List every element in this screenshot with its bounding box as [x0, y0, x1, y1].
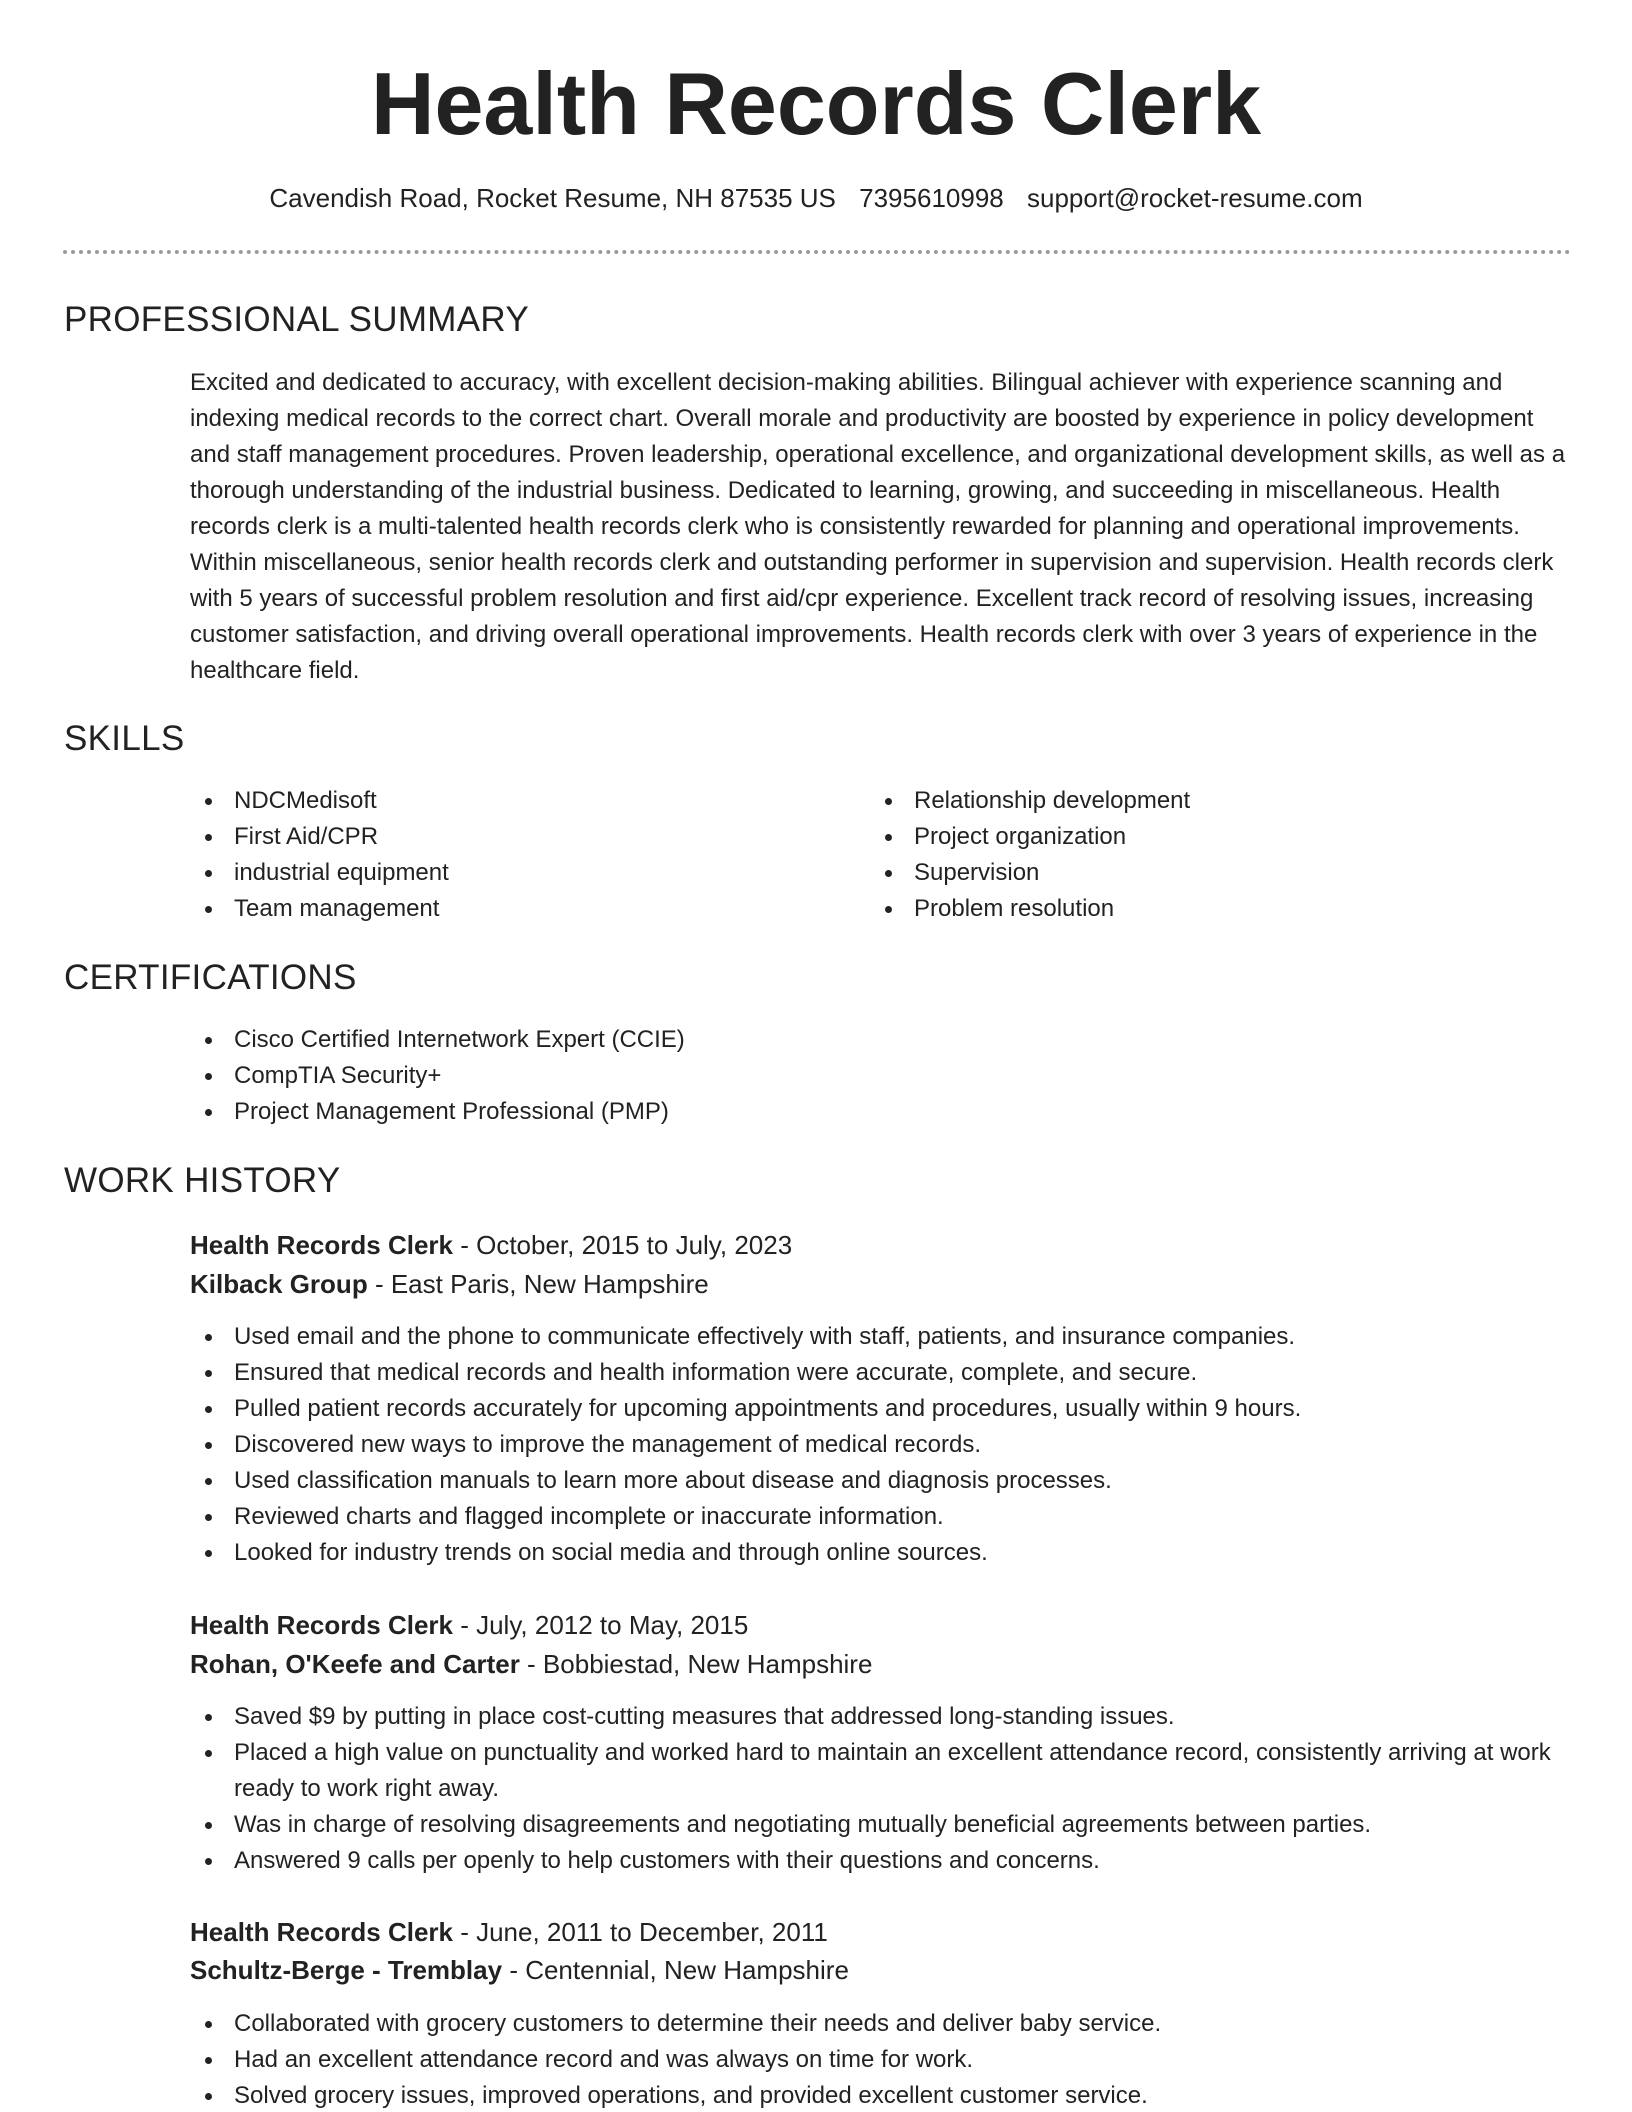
job-bullet: Saved $9 by putting in place cost-cutting measures that addressed long-standing issues. — [190, 1699, 1570, 1735]
job-location: - East Paris, New Hampshire — [374, 1269, 709, 1299]
certification-item: Project Management Professional (PMP) — [190, 1094, 1570, 1130]
job-location: - Centennial, New Hampshire — [509, 1955, 849, 1985]
job-bullet: Used classification manuals to learn more about disease and diagnosis processes. — [190, 1463, 1570, 1499]
job-dates: - October, 2015 to July, 2023 — [460, 1230, 793, 1260]
job-bullet: Collaborated with grocery customers to determine their needs and deliver baby service. — [190, 2006, 1570, 2042]
resume-name: Health Records Clerk — [370, 54, 1262, 153]
skill-item: industrial equipment — [190, 855, 830, 891]
job-dates: - June, 2011 to December, 2011 — [460, 1917, 828, 1947]
job-company-line — [190, 1265, 709, 1303]
skills-list-left — [190, 783, 830, 927]
skill-item: Relationship development — [870, 783, 1510, 819]
job-company: Rohan, O'Keefe and Carter — [190, 1649, 520, 1679]
job-dates: - July, 2012 to May, 2015 — [460, 1610, 749, 1640]
job-bullet: Discovered new ways to improve the management of medical records. — [190, 1427, 1570, 1463]
contact-email: support@rocket-resume.com — [1026, 183, 1363, 213]
job-title-line — [190, 1606, 748, 1644]
job-bullet: Pulled patient records accurately for upcoming appointments and procedures, usually within 9 hours. — [190, 1391, 1570, 1427]
job-title: Health Records Clerk — [190, 1230, 453, 1260]
job-company-line — [190, 1645, 872, 1683]
job-title: Health Records Clerk — [190, 1610, 453, 1640]
contact-address: Cavendish Road, Rocket Resume, NH 87535 US — [269, 183, 836, 213]
summary-text: Excited and dedicated to accuracy, with excellent decision-making abilities. Bilingual achiever with experience scanning and indexing medical records to the correct chart. Overall morale and productivity are boosted by experience in policy development and staff management procedures. Proven leadership, operational excellence, and organizational development skills, as well as a thorough understanding of the industrial business. Dedicated to learning, growing, and succeeding in miscellaneous. Health records clerk is a multi-talented health records clerk who is consistently rewarded for planning and operational improvements. Within miscellaneous, senior health records clerk and outstanding performer in supervision and supervision. Health records clerk with 5 years of successful problem resolution and first aid/cpr experience. Excellent track record of resolving issues, increasing customer satisfaction, and driving overall operational improvements. Health records clerk with over 3 years of experience in the healthcare field. — [190, 369, 1566, 684]
job-title-line — [190, 1913, 828, 1951]
job-company-line — [190, 1951, 849, 1989]
job-bullets — [190, 2006, 1570, 2112]
skill-item: Problem resolution — [870, 891, 1510, 927]
certifications-heading: CERTIFICATIONS — [64, 958, 357, 997]
header-divider — [63, 250, 1571, 254]
skills-heading: SKILLS — [64, 719, 185, 758]
skill-item: Project organization — [870, 819, 1510, 855]
job-bullet: Solved grocery issues, improved operations, and provided excellent customer service. — [190, 2078, 1570, 2112]
contact-phone: 7395610998 — [859, 183, 1004, 213]
certification-item: CompTIA Security+ — [190, 1058, 1570, 1094]
job-company: Schultz-Berge - Tremblay — [190, 1955, 503, 1985]
job-bullet: Answered 9 calls per openly to help customers with their questions and concerns. — [190, 1843, 1570, 1879]
job-bullet: Placed a high value on punctuality and worked hard to maintain an excellent attendance record, consistently arriving at work ready to work right away. — [190, 1735, 1570, 1807]
certifications-list — [190, 1022, 1570, 1130]
skills-list-right — [870, 783, 1510, 927]
job-bullet: Used email and the phone to communicate effectively with staff, patients, and insurance companies. — [190, 1319, 1570, 1355]
skill-item: NDCMedisoft — [190, 783, 830, 819]
job-bullet: Looked for industry trends on social media and through online sources. — [190, 1535, 1570, 1571]
job-title: Health Records Clerk — [190, 1917, 453, 1947]
work-history-heading: WORK HISTORY — [64, 1161, 341, 1200]
job-bullet: Reviewed charts and flagged incomplete or inaccurate information. — [190, 1499, 1570, 1535]
contact-line — [0, 180, 1632, 216]
job-bullets — [190, 1319, 1570, 1571]
summary-heading: PROFESSIONAL SUMMARY — [64, 300, 529, 339]
job-bullets — [190, 1699, 1570, 1879]
certification-item: Cisco Certified Internetwork Expert (CCIE) — [190, 1022, 1570, 1058]
job-bullet: Ensured that medical records and health information were accurate, complete, and secure. — [190, 1355, 1570, 1391]
job-location: - Bobbiestad, New Hampshire — [527, 1649, 873, 1679]
skill-item: First Aid/CPR — [190, 819, 830, 855]
job-bullet: Was in charge of resolving disagreements and negotiating mutually beneficial agreements between parties. — [190, 1807, 1570, 1843]
skill-item: Supervision — [870, 855, 1510, 891]
job-company: Kilback Group — [190, 1269, 368, 1299]
job-title-line — [190, 1226, 792, 1264]
skill-item: Team management — [190, 891, 830, 927]
job-bullet: Had an excellent attendance record and was always on time for work. — [190, 2042, 1570, 2078]
